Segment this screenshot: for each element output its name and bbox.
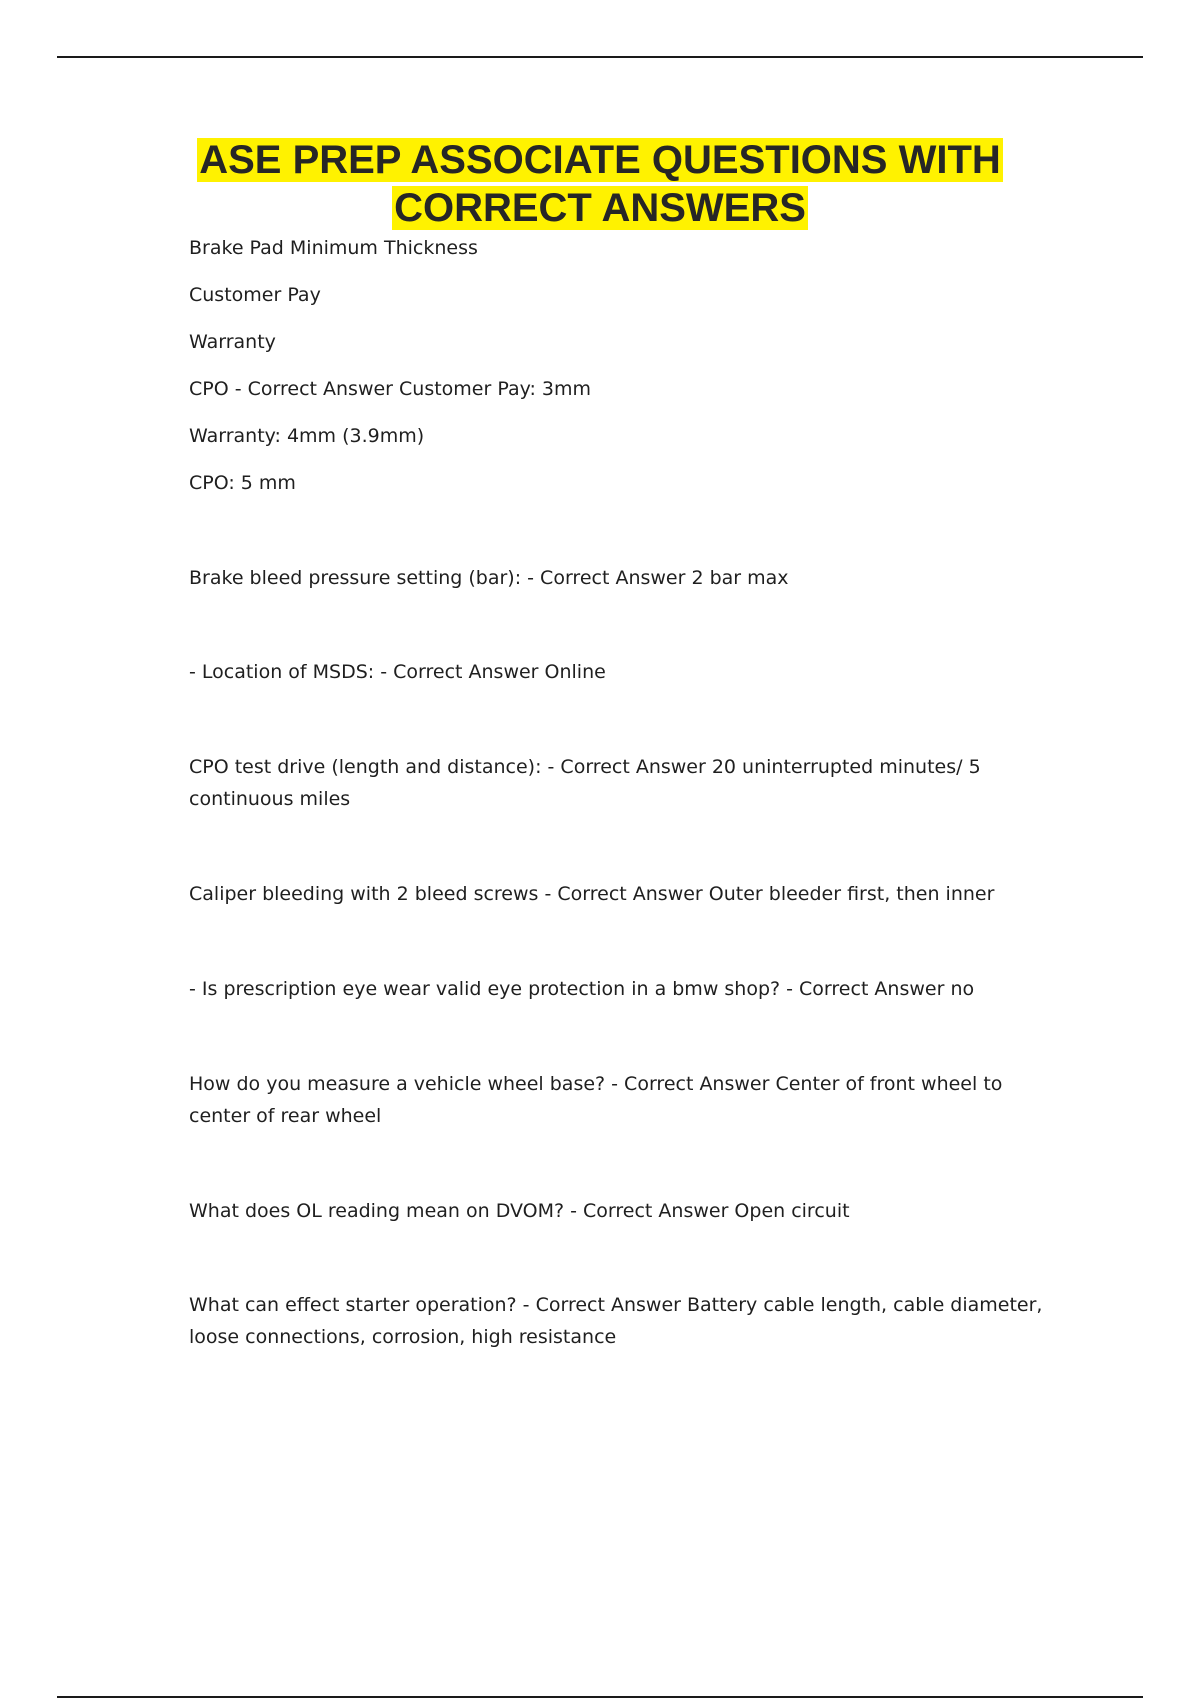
entry-line: What does OL reading mean on DVOM? - Correct Answer Open circuit (189, 1200, 850, 1222)
entry-line: CPO test drive (length and distance): - Correct Answer 20 uninterrupted minutes/ 5 continuous miles (189, 756, 981, 810)
entry-line: CPO - Correct Answer Customer Pay: 3mm (189, 378, 592, 400)
top-rule (57, 56, 1143, 58)
bottom-rule (57, 1696, 1143, 1698)
entry-line: How do you measure a vehicle wheel base? - Correct Answer Center of front wheel to center of rear wheel (189, 1073, 1003, 1127)
title-line-2: CORRECT ANSWERS (394, 186, 806, 230)
entry-line: Customer Pay (189, 284, 321, 306)
entry-line: Brake Pad Minimum Thickness (189, 237, 478, 259)
entry-line: Caliper bleeding with 2 bleed screws - Correct Answer Outer bleeder first, then inner (189, 883, 995, 905)
entry-line: - Is prescription eye wear valid eye protection in a bmw shop? - Correct Answer no (189, 978, 975, 1000)
entry-line: What can effect starter operation? - Correct Answer Battery cable length, cable diameter, loose connections, corrosion, high resistance (189, 1294, 1043, 1348)
entry-line: Brake bleed pressure setting (bar): - Correct Answer 2 bar max (189, 567, 789, 589)
title-line-1: ASE PREP ASSOCIATE QUESTIONS WITH (199, 138, 1001, 182)
entry-line: - Location of MSDS: - Correct Answer Online (189, 661, 606, 683)
entry-line: Warranty (189, 331, 276, 353)
entry-line: CPO: 5 mm (189, 472, 296, 494)
entry-line: Warranty: 4mm (3.9mm) (189, 425, 425, 447)
document-title (0, 136, 1200, 232)
